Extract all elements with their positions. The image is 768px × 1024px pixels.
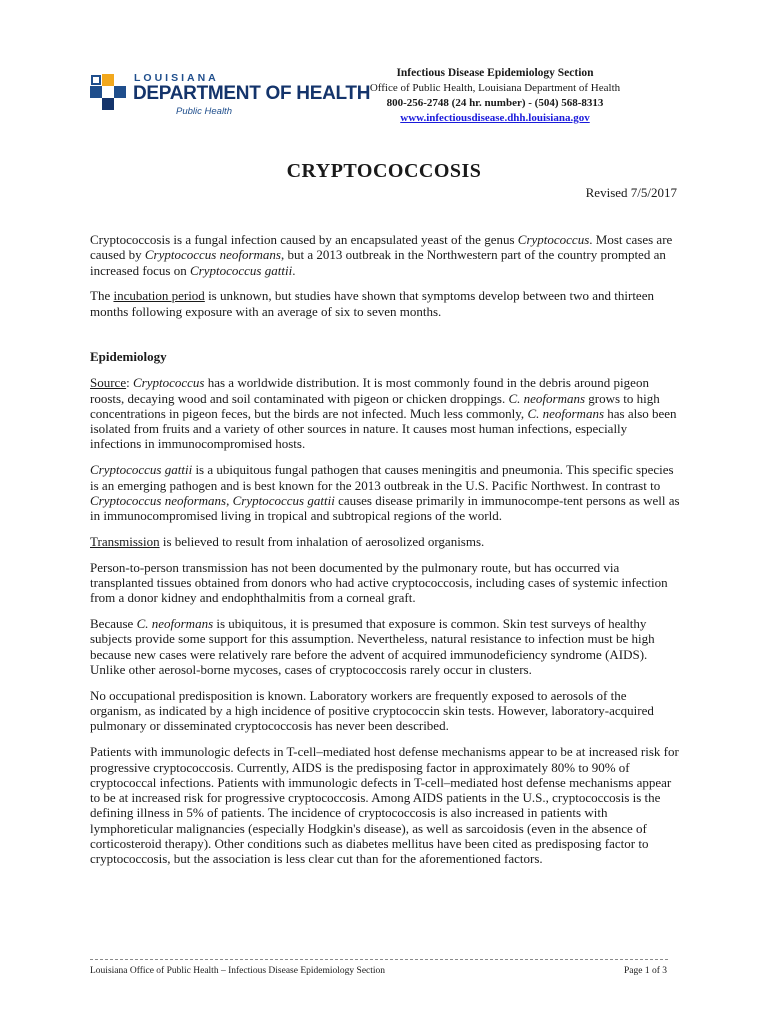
occupational-paragraph: No occupational predisposition is known. Laboratory workers are frequently exposed to aerosols of the organism, as indicated by a high incidence of positive cryptococcin skin tests. However, laboratory-acquired pulmonary or disseminated cryptococcosis has never been described.: [90, 687, 654, 734]
ldh-cross-icon: [90, 74, 126, 110]
office-name: Office of Public Health, Louisiana Department of Health: [369, 82, 621, 94]
revised-date: Revised 7/5/2017: [585, 185, 677, 200]
document-title: CRYPTOCOCCOSIS: [286, 160, 482, 182]
incubation-paragraph: The incubation period is unknown, but studies have shown that symptoms develop between two and thirteen months following exposure with an average of six to seven months.: [90, 288, 654, 319]
website-link[interactable]: www.infectiousdisease.dhh.louisiana.gov: [400, 112, 590, 124]
logo-state-name: LOUISIANA: [134, 72, 219, 84]
transmission-paragraph: Transmission is believed to result from inhalation of aerosolized organisms.: [90, 533, 485, 549]
section-name: Infectious Disease Epidemiology Section: [396, 67, 594, 79]
person-to-person-paragraph: Person-to-person transmission has not been documented by the pulmonary route, but has occurred via transplanted tissues obtained from donors who had active cryptococcosis, including cases of systemic infection from a donor kidney and endophthalmitis from a corneal graft.: [90, 559, 668, 606]
ldh-logo: [90, 72, 371, 122]
logo-subtitle: Public Health: [176, 106, 232, 117]
page-number: Page 1 of 3: [623, 966, 667, 976]
contact-block: [325, 66, 665, 126]
logo-department-name: DEPARTMENT OF HEALTH: [133, 83, 371, 104]
epidemiology-heading: Epidemiology: [90, 348, 167, 364]
footer-divider: [90, 959, 668, 960]
phone-numbers: 800-256-2748 (24 hr. number) - (504) 568-8313: [386, 97, 604, 109]
exposure-paragraph: Because C. neoformans is ubiquitous, it is presumed that exposure is common. Skin test surveys of healthy subjects provide some support for this assumption. Nevertheless, natural resistance to infection must be high because new cases were relatively rare before the advent of acquired immunodeficiency syndrome (AIDS). Unlike other aerosol-borne mycoses, cases of cryptococcosis rarely occur in clusters.: [90, 616, 655, 678]
intro-paragraph: Cryptococcosis is a fungal infection caused by an encapsulated yeast of the genus Cryptococcus. Most cases are caused by Cryptococcus neoformans, but a 2013 outbreak in the Northwestern part of the country prompted an increased focus on Cryptococcus gattii.: [90, 232, 673, 278]
risk-factors-paragraph: Patients with immunologic defects in T-cell–mediated host defense mechanisms appear to be at increased risk for progressive cryptococcosis. Currently, AIDS is the predisposing factor in approximately 80% to 90% of cryptococcal infections. Patients with immunologic defects in T-cell–mediated host defense mechanisms appear to be at increased risk for progressive cryptococcosis. Among AIDS patients in the U.S., cryptococcosis is the defining illness in 5% of patients. The incidence of cryptococcosis is also increased in patients with lymphoreticular malignancies (especially Hodgkin's disease), as well as sarcoidosis (even in the absence of corticosteroid therapy). Other conditions such as diabetes mellitus have been cited as predisposing factor to cryptococcosis, but the association is less clear cut than for the aforementioned factors.: [90, 744, 679, 867]
source-paragraph: Source: Cryptococcus has a worldwide distribution. It is most commonly found in the debris around pigeon roosts, decaying wood and soil contaminated with pigeon or chicken droppings. C. neoformans grows to high concentrations in pigeon feces, but the birds are not infected. Much less commonly, C. neoformans has also been isolated from fruits and a variety of other sources in nature. It causes most human infections, especially infections in immunocompromised hosts.: [90, 375, 677, 452]
footer-organization: Louisiana Office of Public Health – Infectious Disease Epidemiology Section: [90, 966, 386, 976]
incubation-period-term: incubation period: [113, 288, 205, 304]
document-body: [90, 232, 680, 877]
gattii-paragraph: Cryptococcus gattii is a ubiquitous fungal pathogen that causes meningitis and pneumonia. This specific species is an emerging pathogen and is best known for the 2013 outbreak in the U.S. Pacific Northwest. In contrast to Cryptococcus neoformans, Cryptococcus gattii causes disease primarily in immunocompe-tent persons as well as in immunocompromised living in tropical and subtropical regions of the world.: [90, 462, 680, 524]
